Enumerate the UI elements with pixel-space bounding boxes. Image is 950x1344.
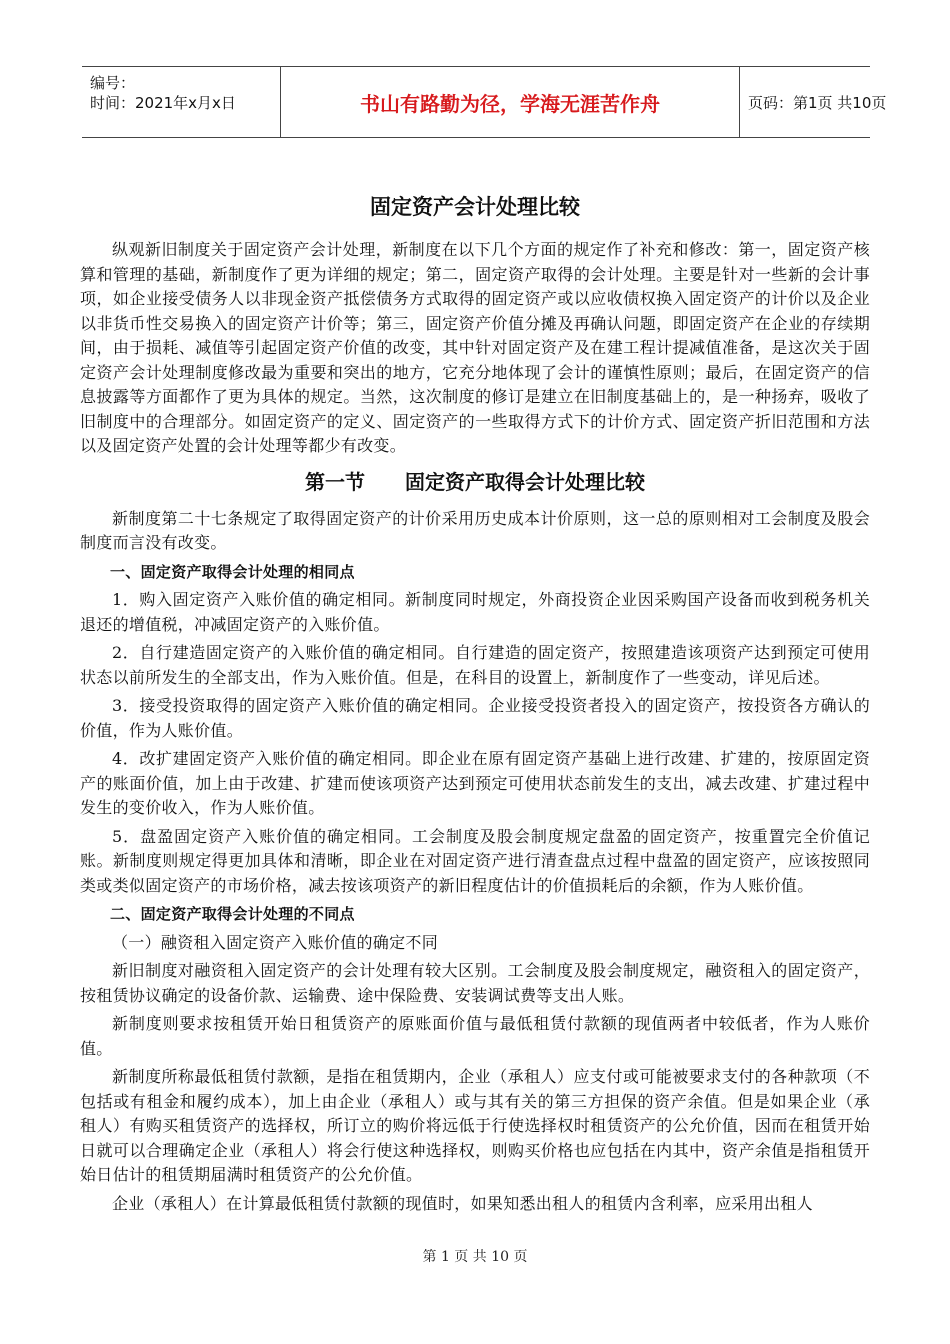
intro-paragraph: 纵观新旧制度关于固定资产会计处理，新制度在以下几个方面的规定作了补充和修改：第一，固定资产核算和管理的基础，新制度作了更为详细的规定；第二，固定资产取得的会计处理。主要是针对一些新的会计事项，如企业接受债务人以非现金资产抵偿债务方式取得的固定资产或以应收债权换入固定资产的计价以及企业以非货币性交易换入的固定资产计价等；第三，固定资产价值分摊及再确认问题，即固定资产在企业的存续期间，由于损耗、减值等引起固定资产价值的改变，其中针对固定资产及在建工程计提减值准备，是这次关于固定资产会计处理制度修改最为重要和突出的地方，它充分地体现了会计的谨慎性原则；最后，在固定资产的信息披露等方面都作了更为具体的规定。当然，这次制度的修订是建立在旧制度基础上的，是一种扬弃，吸收了旧制度中的合理部分。如固定资产的定义、固定资产的一些取得方式下的计价方式、固定资产折旧范围和方法以及固定资产处置的会计处理等都少有改变。 (80, 240, 870, 455)
body-paragraph: 新旧制度对融资租入固定资产的会计处理有较大区别。工会制度及股会制度规定，融资租入的固定资产，按租赁协议确定的设备价款、运输费、途中保险费、安装调试费等支出人账。 (80, 961, 870, 1005)
body-paragraph: 企业（承租人）在计算最低租赁付款额的现值时，如果知悉出租人的租赁内含利率，应采用出租人 (112, 1193, 813, 1213)
subsection-title-diff: 二、固定资产取得会计处理的不同点 (110, 905, 355, 923)
sub-item-heading: （一）融资租入固定资产入账价值的确定不同 (112, 932, 439, 952)
document-body (80, 192, 870, 1216)
body-paragraph: 新制度则要求按租赁开始日租赁资产的原账面价值与最低租赁付款额的现值两者中较低者，作为人账价值。 (80, 1014, 870, 1058)
list-item: 4．改扩建固定资产入账价值的确定相同。即企业在原有固定资产基础上进行改建、扩建的，按原固定资产的账面价值，加上由于改建、扩建而使该项资产达到预定可使用状态前发生的支出，减去改建、扩建过程中发生的变价收入，作为人账价值。 (80, 749, 870, 817)
document-title: 固定资产会计处理比较 (370, 195, 580, 219)
section-intro: 新制度第二十七条规定了取得固定资产的计价采用历史成本计价原则，这一总的原则相对工会制度及股会制度而言没有改变。 (80, 508, 870, 552)
section-title: 第一节 固定资产取得会计处理比较 (305, 469, 645, 494)
body-paragraph: 新制度所称最低租赁付款额，是指在租赁期内，企业（承租人）应支付或可能被要求支付的各种款项（不包括或有租金和履约成本），加上由企业（承租人）或与其有关的第三方担保的资产余值。但是如果企业（承租人）有购买租赁资产的选择权，所订立的购价将远低于行使选择权时租赁资产的公允价值，因而在租赁开始日就可以合理确定企业（承租人）将会行使这种选择权，则购买价格也应包括在内其中，资产余值是指租赁开始日估计的租赁期届满时租赁资产的公允价值。 (80, 1067, 870, 1184)
list-item: 5．盘盈固定资产入账价值的确定相同。工会制度及股会制度规定盘盈的固定资产，按重置完全价值记账。新制度则规定得更加具体和清晰，即企业在对固定资产进行清查盘点过程中盘盈的固定资产，应该按照同类或类似固定资产的市场价格，减去按该项资产的新旧程度估计的价值损耗后的余额，作为人账价值。 (80, 826, 870, 895)
page-header (82, 66, 887, 138)
header-meta (82, 67, 280, 137)
number-label: 编号： (90, 74, 136, 92)
page-footer: 第 1 页 共 10 页 (422, 1249, 528, 1265)
list-item: 1．购入固定资产入账价值的确定相同。新制度同时规定，外商投资企业因采购国产设备而收到税务机关退还的增值税，冲减固定资产的入账价值。 (80, 590, 870, 634)
list-item: 2．自行建造固定资产的入账价值的确定相同。自行建造的固定资产，按照建造该项资产达到预定可使用状态以前所发生的全部支出，作为入账价值。但是，在科目的设置上，新制度作了一些变动，详见后述。 (80, 643, 870, 687)
header-motto: 书山有路勤为径，学海无涯苦作舟 (280, 67, 740, 137)
date-label: 时间：2021年x月x日 (90, 94, 236, 112)
header-page-label: 页码：第1页 共10页 (748, 93, 887, 112)
subsection-title-same: 一、固定资产取得会计处理的相同点 (110, 562, 355, 581)
list-item: 3．接受投资取得的固定资产入账价值的确定相同。企业接受投资者投入的固定资产，按投资各方确认的价值，作为人账价值。 (80, 696, 870, 740)
